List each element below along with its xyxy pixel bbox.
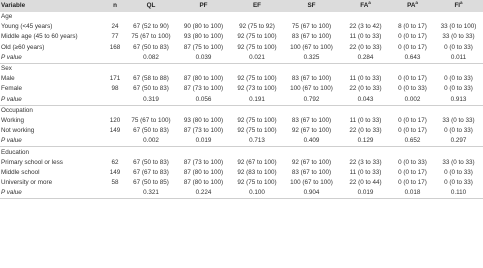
row-variable: University or more — [1, 179, 53, 187]
row-pa: 0 (0 to 33) — [398, 85, 427, 93]
row-n: 168 — [109, 43, 121, 51]
pvalue-n — [104, 95, 126, 106]
pvalue-n — [104, 136, 126, 147]
row-sf: 92 (67 to 100) — [291, 158, 332, 166]
row-sf: 100 (67 to 100) — [290, 85, 333, 93]
row-pf: 90 (80 to 100) — [183, 23, 224, 31]
row-ef: 92 (75 to 100) — [237, 127, 277, 135]
row-n: 149 — [109, 168, 121, 176]
row-n: 149 — [109, 127, 121, 135]
pvalue-pa: 0.018 — [404, 189, 421, 197]
row-ql: 67 (58 to 88) — [133, 75, 169, 83]
header-pa-label: PA — [407, 2, 416, 9]
section-row — [0, 63, 483, 74]
row-n: 120 — [109, 116, 121, 124]
row-fa: 11 (0 to 33) — [349, 75, 382, 83]
row-variable: Middle school — [1, 168, 40, 176]
row-fi: 0 (0 to 33) — [444, 85, 473, 93]
pvalue-row — [0, 136, 483, 147]
pvalue-label: P value — [1, 95, 22, 103]
pvalue-ef: 0.100 — [249, 189, 265, 197]
row-sf: 92 (67 to 100) — [291, 127, 332, 135]
row-fi: 0 (0 to 33) — [444, 43, 473, 51]
row-fa: 22 (3 to 33) — [349, 158, 382, 166]
row-pf: 87 (80 to 100) — [183, 75, 224, 83]
row-sf: 83 (67 to 100) — [291, 75, 332, 83]
pvalue-fa: 0.019 — [357, 189, 374, 197]
pvalue-ef: 0.021 — [249, 53, 265, 61]
header-fa-label: FA — [360, 2, 369, 9]
row-pa: 0 (0 to 17) — [398, 168, 427, 176]
row-sf: 83 (67 to 100) — [291, 168, 332, 176]
row-fi: 0 (0 to 33) — [444, 168, 473, 176]
row-n: 171 — [109, 75, 121, 83]
row-fa: 11 (0 to 33) — [349, 116, 382, 124]
header-row — [0, 0, 483, 12]
header-variable: Variable — [1, 2, 26, 9]
pvalue-pf: 0.056 — [195, 95, 212, 103]
row-fi: 33 (0 to 100) — [440, 23, 477, 31]
table-row — [0, 84, 483, 94]
row-fa: 11 (0 to 33) — [349, 168, 382, 176]
row-ql: 67 (67 to 83) — [133, 168, 169, 176]
row-pf: 87 (73 to 100) — [183, 127, 224, 135]
row-pf: 87 (73 to 100) — [183, 85, 224, 93]
table-row — [0, 32, 483, 42]
header-pa-footnote: a — [415, 0, 418, 5]
row-fi: 0 (0 to 33) — [444, 75, 473, 83]
pvalue-row — [0, 188, 483, 199]
row-ef: 92 (75 to 92) — [239, 23, 275, 31]
pvalue-pa: 0.652 — [404, 137, 421, 145]
pvalue-ql: 0.002 — [143, 137, 159, 145]
row-fa: 22 (0 to 33) — [349, 43, 382, 51]
row-fi: 33 (0 to 33) — [442, 33, 475, 41]
row-ef: 92 (75 to 100) — [237, 43, 277, 51]
row-sf: 100 (67 to 100) — [290, 179, 333, 187]
header-fi — [434, 0, 483, 12]
pvalue-row — [0, 95, 483, 106]
pvalue-fi: 0.913 — [450, 95, 467, 103]
row-variable: Middle age (45 to 60 years) — [1, 33, 78, 41]
pvalue-fa: 0.284 — [357, 53, 374, 61]
table-row — [0, 158, 483, 168]
row-sf: 83 (67 to 100) — [291, 116, 332, 124]
pvalue-ef: 0.713 — [249, 137, 265, 145]
table-body — [0, 12, 483, 199]
table-row — [0, 43, 483, 53]
pvalue-fa: 0.043 — [357, 95, 374, 103]
pvalue-fa: 0.129 — [357, 137, 374, 145]
row-pa: 0 (0 to 17) — [398, 116, 427, 124]
row-fa: 11 (0 to 33) — [349, 33, 382, 41]
table-row — [0, 22, 483, 32]
row-variable: Working — [1, 116, 24, 124]
pvalue-sf: 0.409 — [303, 137, 320, 145]
row-pf: 87 (73 to 100) — [183, 158, 224, 166]
row-ef: 92 (75 to 100) — [237, 116, 277, 124]
header-fi-footnote: a — [460, 0, 463, 5]
section-label: Education — [1, 148, 30, 156]
pvalue-ql: 0.319 — [143, 95, 159, 103]
row-pf: 87 (80 to 100) — [183, 168, 224, 176]
row-ql: 67 (50 to 83) — [133, 43, 169, 51]
row-ql: 67 (52 to 90) — [133, 23, 169, 31]
row-fa: 22 (0 to 33) — [349, 127, 382, 135]
row-ef: 92 (75 to 100) — [237, 75, 277, 83]
pvalue-pf: 0.039 — [195, 53, 212, 61]
row-variable: Primary school or less — [1, 158, 63, 166]
pvalue-fi: 0.011 — [450, 53, 467, 61]
row-ef: 92 (67 to 100) — [237, 158, 277, 166]
section-label: Occupation — [1, 106, 33, 114]
pvalue-pf: 0.224 — [195, 189, 212, 197]
row-pa: 0 (0 to 17) — [398, 75, 427, 83]
pvalue-ql: 0.082 — [143, 53, 159, 61]
pvalue-label: P value — [1, 189, 22, 197]
row-pa: 0 (0 to 17) — [398, 179, 427, 187]
row-n: 98 — [111, 85, 119, 93]
row-pa: 0 (0 to 17) — [398, 33, 427, 41]
pvalue-label: P value — [1, 137, 22, 145]
section-row — [0, 12, 483, 22]
table-row — [0, 74, 483, 84]
pvalue-ql: 0.321 — [143, 189, 159, 197]
row-n: 58 — [111, 179, 119, 187]
pvalue-fi: 0.110 — [450, 189, 467, 197]
row-variable: Not working — [1, 127, 35, 135]
row-ef: 92 (75 to 100) — [237, 179, 277, 187]
row-sf: 83 (67 to 100) — [291, 33, 332, 41]
row-ql: 67 (50 to 85) — [133, 179, 169, 187]
pvalue-sf: 0.792 — [303, 95, 320, 103]
row-n: 24 — [111, 23, 119, 31]
row-n: 62 — [111, 158, 119, 166]
row-fi: 0 (0 to 33) — [444, 179, 473, 187]
row-fa: 22 (3 to 42) — [349, 23, 382, 31]
section-label: Age — [1, 13, 13, 21]
row-pf: 93 (80 to 100) — [183, 116, 224, 124]
row-ef: 92 (83 to 100) — [237, 168, 277, 176]
pvalue-pa: 0.002 — [404, 95, 421, 103]
row-n: 77 — [111, 33, 119, 41]
row-pf: 87 (80 to 100) — [183, 179, 224, 187]
row-variable: Female — [1, 85, 22, 93]
section-row — [0, 147, 483, 158]
row-fi: 0 (0 to 33) — [444, 127, 473, 135]
row-fi: 33 (0 to 33) — [442, 116, 475, 124]
header-sf: SF — [307, 2, 316, 9]
section-label: Sex — [1, 65, 12, 73]
row-fa: 22 (0 to 33) — [349, 85, 382, 93]
row-pa: 0 (0 to 17) — [398, 43, 427, 51]
row-ef: 92 (73 to 100) — [237, 85, 277, 93]
pvalue-n — [104, 188, 126, 199]
table-header — [0, 0, 483, 12]
header-ef: EF — [252, 2, 262, 9]
table-row — [0, 126, 483, 136]
row-sf: 75 (67 to 100) — [291, 23, 332, 31]
row-pa: 8 (0 to 17) — [398, 23, 427, 31]
row-ql: 67 (50 to 83) — [133, 158, 169, 166]
header-ql: QL — [146, 2, 156, 9]
row-variable: Old (≥60 years) — [1, 43, 45, 51]
pvalue-fi: 0.297 — [450, 137, 467, 145]
row-ql: 75 (67 to 100) — [131, 33, 171, 41]
table-row — [0, 168, 483, 178]
row-ql: 67 (50 to 83) — [133, 85, 169, 93]
table-row — [0, 178, 483, 188]
row-pa: 0 (0 to 33) — [398, 158, 427, 166]
pvalue-sf: 0.325 — [303, 53, 320, 61]
pvalue-ef: 0.191 — [249, 95, 265, 103]
row-variable: Male — [1, 75, 15, 83]
row-pf: 93 (80 to 100) — [183, 33, 224, 41]
header-pf: PF — [199, 2, 208, 9]
pvalue-pf: 0.019 — [195, 137, 212, 145]
header-fi-label: FI — [454, 2, 461, 9]
header-fa — [340, 0, 391, 12]
pvalue-row — [0, 53, 483, 64]
pvalue-pa: 0.643 — [404, 53, 421, 61]
row-pa: 0 (0 to 17) — [398, 127, 427, 135]
pvalue-label: P value — [1, 53, 22, 61]
row-ql: 67 (50 to 83) — [133, 127, 169, 135]
row-ef: 92 (75 to 100) — [237, 33, 277, 41]
row-variable: Young (<45 years) — [1, 23, 53, 31]
row-pf: 87 (75 to 100) — [183, 43, 224, 51]
row-fi: 33 (0 to 33) — [442, 158, 475, 166]
section-row — [0, 105, 483, 116]
row-ql: 75 (67 to 100) — [131, 116, 171, 124]
header-pa — [391, 0, 434, 12]
header-fa-footnote: a — [368, 0, 371, 5]
pvalue-n — [104, 53, 126, 64]
table-row — [0, 116, 483, 126]
row-sf: 100 (67 to 100) — [290, 43, 333, 51]
header-n: n — [113, 2, 117, 9]
pvalue-sf: 0.904 — [303, 189, 320, 197]
row-fa: 22 (0 to 44) — [349, 179, 382, 187]
